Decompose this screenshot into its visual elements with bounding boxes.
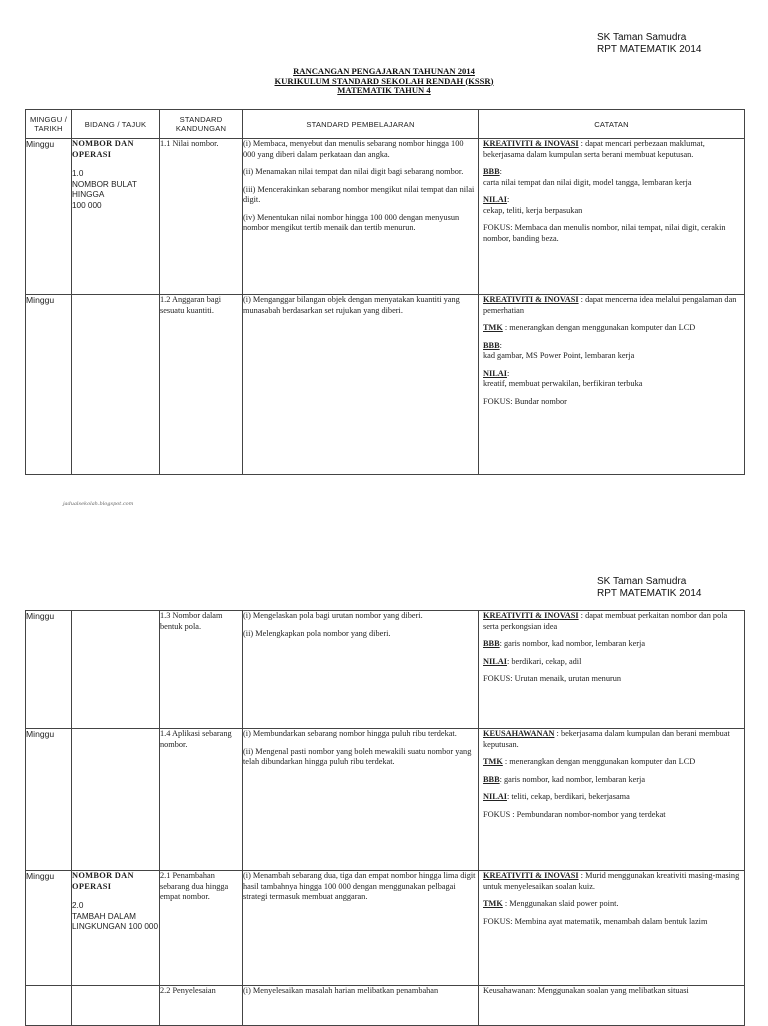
minggu-label: Minggu bbox=[26, 139, 55, 149]
catatan-note bbox=[483, 986, 744, 997]
bidang-sub-line: NOMBOR BULAT bbox=[72, 179, 137, 189]
table-row bbox=[26, 986, 745, 1026]
catatan-note bbox=[483, 871, 744, 892]
catatan-text: dapat membuat perkaitan nombor dan pola serta perkongsian idea bbox=[483, 611, 728, 631]
catatan-note bbox=[483, 139, 744, 160]
catatan-separator: : bbox=[499, 774, 504, 784]
bidang-subtitle bbox=[72, 169, 159, 211]
document-titles bbox=[0, 67, 768, 96]
pembelajaran-item: (i) Menganggar bilangan objek dengan menyatakan kuantiti yang munasabah berdasarkan set rujukan yang diberi. bbox=[243, 295, 460, 315]
catatan-separator: : bbox=[506, 656, 512, 666]
bidang-sub-line: LINGKUNGAN 100 000 bbox=[72, 922, 159, 931]
bidang-cell bbox=[72, 986, 160, 1026]
catatan-separator: : bbox=[578, 871, 586, 880]
school-name: SK Taman Samudra bbox=[597, 32, 687, 43]
catatan-cell bbox=[479, 139, 745, 295]
header-kandungan: STANDARD KANDUNGAN bbox=[160, 110, 243, 139]
catatan-note bbox=[483, 397, 744, 408]
minggu-cell bbox=[26, 611, 72, 729]
pembelajaran-item: (i) Membaca, menyebut dan menulis sebarang nombor hingga 100 000 yang diberi dalam perkataan dan angka. bbox=[243, 139, 464, 159]
bidang-title: NOMBOR DAN OPERASI bbox=[72, 139, 134, 159]
bidang-cell bbox=[72, 729, 160, 871]
pembelajaran-item: (iii) Mencerakinkan sebarang nombor mengikut nilai tempat dan nilai digit. bbox=[243, 184, 475, 204]
catatan-label: KREATIVITI & INOVASI bbox=[483, 611, 579, 620]
minggu-cell bbox=[26, 986, 72, 1026]
pembelajaran-cell bbox=[243, 729, 479, 871]
catatan-note bbox=[483, 899, 744, 910]
pembelajaran-item: (ii) Melengkapkan pola nombor yang diberi. bbox=[243, 628, 391, 638]
minggu-cell bbox=[26, 139, 72, 295]
title-line-3: MATEMATIK TAHUN 4 bbox=[337, 85, 431, 95]
pembelajaran-cell bbox=[243, 871, 479, 986]
catatan-separator: : bbox=[502, 757, 510, 766]
catatan-separator: : bbox=[554, 729, 561, 738]
kandungan-text: 1.2 Anggaran bagi sesuatu kuantiti. bbox=[160, 295, 222, 315]
catatan-label: NILAI bbox=[483, 792, 507, 801]
minggu-label: Minggu bbox=[26, 611, 55, 621]
catatan-label: TMK bbox=[483, 757, 503, 766]
bidang-subtitle bbox=[72, 901, 159, 933]
kandungan-text: 1.1 Nilai nombor. bbox=[160, 139, 219, 148]
catatan-separator: : bbox=[502, 899, 510, 908]
table-row bbox=[26, 139, 745, 295]
catatan-separator: : bbox=[506, 368, 510, 378]
catatan-note bbox=[483, 369, 744, 390]
minggu-cell bbox=[26, 871, 72, 986]
catatan-text: carta nilai tempat dan nilai digit, model tangga, lembaran kerja bbox=[483, 177, 692, 187]
catatan-note bbox=[483, 917, 744, 928]
catatan-note bbox=[483, 295, 744, 316]
pembelajaran-cell bbox=[243, 139, 479, 295]
catatan-label: TMK bbox=[483, 323, 503, 332]
pembelajaran-item: (iv) Menentukan nilai nombor hingga 100 000 dengan menyusun nombor mengikut tertib menaik dan tertib menurun. bbox=[243, 212, 460, 232]
pembelajaran-cell bbox=[243, 611, 479, 729]
catatan-text: berdikari, cekap, adil bbox=[511, 656, 582, 666]
catatan-text: Murid menggunakan kreativiti masing-masing untuk menyelesaikan soalan kuiz. bbox=[483, 871, 740, 891]
catatan-label: KREATIVITI & INOVASI bbox=[483, 295, 579, 304]
kandungan-cell bbox=[160, 729, 243, 871]
bidang-sub-line: 100 000 bbox=[72, 200, 102, 210]
table-header-row bbox=[26, 110, 745, 139]
catatan-label: KEUSAHAWANAN bbox=[483, 729, 555, 738]
catatan-label: NILAI bbox=[483, 368, 507, 378]
pembelajaran-item: (i) Membundarkan sebarang nombor hingga puluh ribu terdekat. bbox=[243, 729, 457, 738]
header-catatan: CATATAN bbox=[479, 110, 745, 139]
kandungan-text: 2.2 Penyelesaian bbox=[160, 986, 216, 995]
catatan-note bbox=[483, 639, 744, 650]
catatan-note bbox=[483, 195, 744, 216]
document-name: RPT MATEMATIK 2014 bbox=[597, 588, 702, 599]
pembelajaran-cell bbox=[243, 295, 479, 475]
pembelajaran-item: (i) Menyelesaikan masalah harian melibatkan penambahan bbox=[243, 986, 439, 995]
catatan-separator: : bbox=[506, 792, 512, 801]
catatan-note bbox=[483, 323, 744, 334]
pembelajaran-item: (ii) Menamakan nilai tempat dan nilai digit bagi sebarang nombor. bbox=[243, 167, 464, 176]
pembelajaran-item: (i) Mengelaskan pola bagi urutan nombor yang diberi. bbox=[243, 611, 423, 620]
catatan-text: menerangkan dengan menggunakan komputer dan LCD bbox=[509, 757, 696, 766]
catatan-separator: : bbox=[506, 195, 510, 204]
catatan-text: kad gambar, MS Power Point, lembaran kerja bbox=[483, 351, 635, 360]
bidang-sub-line: 2.0 bbox=[72, 901, 84, 910]
pembelajaran-item: (i) Menambah sebarang dua, tiga dan empat nombor hingga lima digit hasil tambahnya hingga 100 000 dengan menggunakan pelbagai strategi termasuk membuat anggaran. bbox=[243, 871, 476, 901]
catatan-cell bbox=[479, 295, 745, 475]
catatan-note bbox=[483, 167, 744, 188]
catatan-text: Keusahawanan: Menggunakan soalan yang melibatkan situasi bbox=[483, 986, 689, 995]
footer-url: jadualsekolah.blogspot.com bbox=[63, 501, 134, 507]
catatan-text: cekap, teliti, kerja berpasukan bbox=[483, 205, 583, 215]
catatan-label: KREATIVITI & INOVASI bbox=[483, 139, 579, 148]
table-row bbox=[26, 295, 745, 475]
catatan-cell bbox=[479, 986, 745, 1026]
catatan-note bbox=[483, 810, 744, 821]
catatan-text: teliti, cekap, berdikari, bekerjasama bbox=[511, 792, 630, 801]
catatan-text: garis nombor, kad nombor, lembaran kerja bbox=[504, 639, 646, 648]
bidang-sub-line: 1.0 bbox=[72, 169, 84, 178]
catatan-separator: : bbox=[578, 611, 586, 620]
kandungan-cell bbox=[160, 611, 243, 729]
minggu-label: Minggu bbox=[26, 729, 55, 739]
rpt-table-page1 bbox=[25, 109, 745, 475]
catatan-cell bbox=[479, 871, 745, 986]
table-row bbox=[26, 611, 745, 729]
catatan-text: garis nombor, kad nombor, lembaran kerja bbox=[504, 774, 646, 784]
catatan-label: NILAI bbox=[483, 656, 507, 666]
kandungan-text: 1.4 Aplikasi sebarang nombor. bbox=[160, 729, 232, 749]
catatan-cell bbox=[479, 729, 745, 871]
bidang-sub-line: HINGGA bbox=[72, 190, 105, 199]
catatan-text: FOKUS : Pembundaran nombor-nombor yang terdekat bbox=[483, 809, 666, 819]
page2-header bbox=[597, 576, 757, 600]
kandungan-cell bbox=[160, 139, 243, 295]
catatan-label: BBB bbox=[483, 774, 500, 784]
minggu-cell bbox=[26, 729, 72, 871]
catatan-text: FOKUS: Bundar nombor bbox=[483, 396, 567, 406]
catatan-separator: : bbox=[499, 639, 504, 648]
catatan-label: BBB bbox=[483, 167, 500, 176]
rpt-table-page2 bbox=[25, 610, 745, 1026]
catatan-text: kreatif, membuat perwakilan, berfikiran terbuka bbox=[483, 379, 643, 388]
catatan-separator: : bbox=[499, 167, 502, 176]
catatan-text: menerangkan dengan menggunakan komputer dan LCD bbox=[509, 323, 696, 332]
catatan-note bbox=[483, 341, 744, 362]
catatan-label: BBB bbox=[483, 340, 500, 350]
school-name: SK Taman Samudra bbox=[597, 576, 687, 587]
catatan-text: Menggunakan slaid power point. bbox=[509, 899, 619, 908]
kandungan-cell bbox=[160, 295, 243, 475]
catatan-separator: : bbox=[502, 323, 510, 332]
catatan-note bbox=[483, 674, 744, 685]
catatan-separator: : bbox=[578, 139, 586, 148]
kandungan-cell bbox=[160, 986, 243, 1026]
kandungan-cell bbox=[160, 871, 243, 986]
catatan-cell bbox=[479, 611, 745, 729]
bidang-cell bbox=[72, 295, 160, 475]
catatan-text: FOKUS: Urutan menaik, urutan menurun bbox=[483, 674, 622, 683]
catatan-text: bekerjasama dalam kumpulan dan berani membuat keputusan. bbox=[483, 729, 730, 749]
bidang-cell bbox=[72, 611, 160, 729]
catatan-separator: : bbox=[499, 340, 502, 350]
catatan-label: TMK bbox=[483, 899, 503, 908]
catatan-note bbox=[483, 792, 744, 803]
bidang-cell bbox=[72, 139, 160, 295]
kandungan-text: 1.3 Nombor dalam bentuk pola. bbox=[160, 611, 223, 631]
header-minggu: MINGGU / TARIKH bbox=[26, 110, 72, 139]
catatan-label: KREATIVITI & INOVASI bbox=[483, 871, 579, 880]
header-bidang: BIDANG / TAJUK bbox=[72, 110, 160, 139]
catatan-label: NILAI bbox=[483, 195, 507, 204]
catatan-note bbox=[483, 611, 744, 632]
catatan-note bbox=[483, 729, 744, 750]
catatan-label: BBB bbox=[483, 639, 500, 648]
catatan-separator: : bbox=[578, 295, 586, 304]
bidang-sub-line: TAMBAH DALAM bbox=[72, 911, 136, 921]
minggu-label: Minggu bbox=[26, 295, 55, 305]
minggu-cell bbox=[26, 295, 72, 475]
page1-header bbox=[597, 32, 757, 56]
title-line-2: KURIKULUM STANDARD SEKOLAH RENDAH (KSSR) bbox=[274, 75, 494, 86]
minggu-label: Minggu bbox=[26, 871, 55, 881]
catatan-text: FOKUS: Membaca dan menulis nombor, nilai tempat, nilai digit, cerakin nombor, banding beza. bbox=[483, 223, 726, 243]
catatan-note bbox=[483, 775, 744, 786]
catatan-note bbox=[483, 223, 744, 244]
catatan-note bbox=[483, 757, 744, 768]
title-line-1: RANCANGAN PENGAJARAN TAHUNAN 2014 bbox=[293, 66, 475, 76]
bidang-cell bbox=[72, 871, 160, 986]
pembelajaran-cell bbox=[243, 986, 479, 1026]
document-name: RPT MATEMATIK 2014 bbox=[597, 44, 702, 55]
catatan-note bbox=[483, 657, 744, 668]
header-pembelajaran: STANDARD PEMBELAJARAN bbox=[243, 110, 479, 139]
bidang-title: NOMBOR DAN OPERASI bbox=[72, 871, 134, 891]
catatan-text: dapat mencari perbezaan maklumat, bekerjasama dalam kumpulan serta berani membuat keputusan. bbox=[483, 139, 705, 159]
pembelajaran-item: (ii) Mengenal pasti nombor yang boleh mewakili suatu nombor yang telah dibundarkan hingga puluh ribu terdekat. bbox=[243, 746, 472, 766]
table-row bbox=[26, 871, 745, 986]
catatan-text: FOKUS: Membina ayat matematik, menambah dalam bentuk lazim bbox=[483, 916, 708, 926]
catatan-text: dapat mencerna idea melalui pengalaman dan pemerhatian bbox=[483, 295, 737, 315]
table-row bbox=[26, 729, 745, 871]
kandungan-text: 2.1 Penambahan sebarang dua hingga empat nombor. bbox=[160, 871, 229, 901]
